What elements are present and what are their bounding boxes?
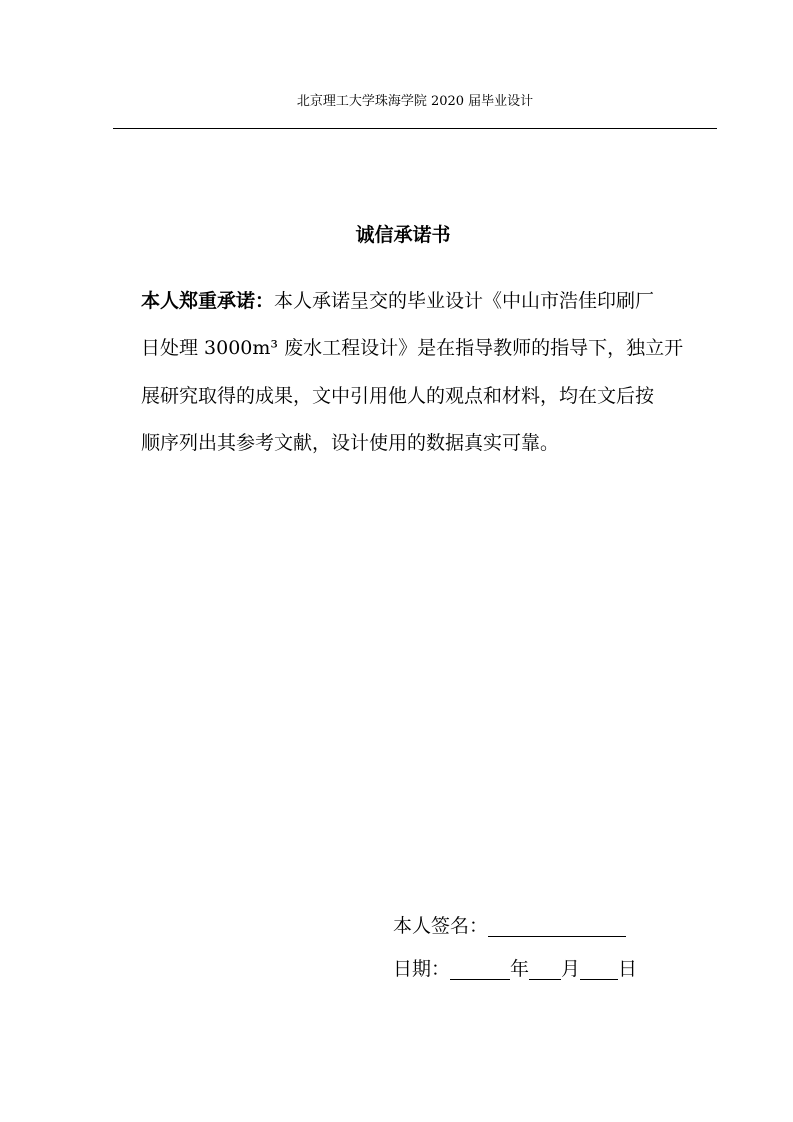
pledge-line-2: 日处理 3000m³ 废水工程设计》是在指导教师的指导下，独立开 [141, 337, 684, 360]
month-blank[interactable] [529, 957, 561, 980]
day-label: 日 [618, 958, 638, 980]
year-blank[interactable] [450, 957, 510, 980]
pledge-statement [141, 284, 693, 473]
page-header: 北京理工大学珠海学院 2020 届毕业设计 [296, 94, 534, 109]
pledge-lead: 本人郑重承诺： [141, 290, 275, 312]
pledge-line-4: 顺序列出其参考文献，设计使用的数据真实可靠。 [141, 431, 560, 454]
year-label: 年 [510, 958, 530, 980]
signature-label: 本人签名： [393, 915, 489, 937]
month-label: 月 [561, 958, 581, 980]
pledge-line-3: 展研究取得的成果，文中引用他人的观点和材料，均在文后按 [141, 384, 655, 407]
document-title: 诚信承诺书 [355, 224, 451, 246]
header-rule [113, 128, 717, 129]
pledge-line-1-text: 本人承诺呈交的毕业设计《中山市浩佳印刷厂 [274, 290, 655, 312]
signature-blank[interactable] [488, 914, 626, 937]
date-label: 日期： [393, 958, 451, 980]
date-row [393, 955, 637, 983]
pledge-line-1 [141, 284, 693, 318]
signature-row [393, 912, 626, 940]
day-blank[interactable] [580, 957, 618, 980]
